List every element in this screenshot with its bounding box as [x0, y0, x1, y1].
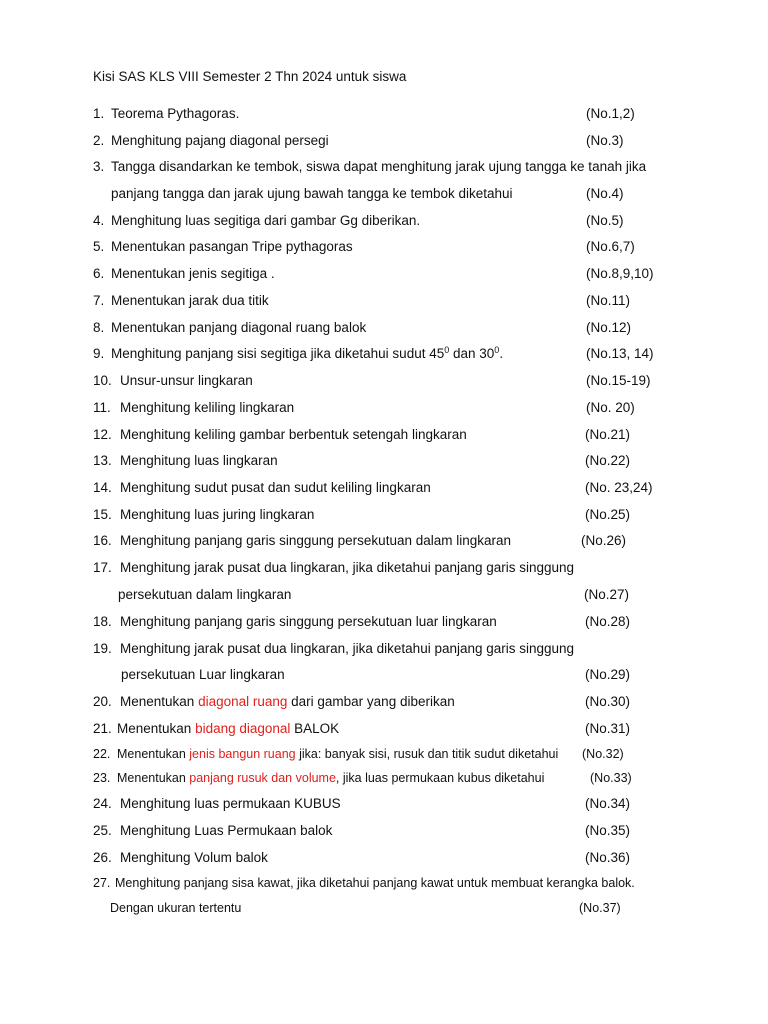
- item-text: Menghitung luas juring lingkaran: [120, 507, 315, 522]
- degree-superscript: 0: [444, 345, 450, 355]
- list-item-21: [93, 721, 339, 736]
- item-number: 17.: [93, 560, 112, 575]
- item-text: , jika luas permukaan kubus diketahui: [335, 771, 545, 785]
- item-number: 18.: [93, 614, 112, 629]
- item-ref-15: (No.25): [585, 507, 631, 522]
- highlighted-text: bidang diagonal: [195, 721, 291, 736]
- item-ref-12: (No.21): [585, 427, 631, 442]
- item-ref-19: (No.29): [585, 667, 631, 682]
- item-number: 13.: [93, 453, 112, 468]
- list-item-1: [93, 106, 239, 121]
- item-ref-17: (No.27): [584, 587, 630, 602]
- item-ref-21: (No.31): [585, 721, 631, 736]
- item-number: 5.: [93, 239, 105, 254]
- item-text: Menentukan: [117, 771, 190, 785]
- item-ref-25: (No.35): [585, 823, 631, 838]
- item-number: 3.: [93, 159, 105, 174]
- item-ref-6: (No.8,9,10): [586, 266, 654, 281]
- item-text: Menghitung luas lingkaran: [120, 453, 278, 468]
- item-ref-23: (No.33): [590, 771, 632, 785]
- item-ref-9: (No.13, 14): [586, 346, 654, 361]
- highlighted-text: jenis bangun ruang: [189, 747, 296, 761]
- document-title: Kisi SAS KLS VIII Semester 2 Thn 2024 untuk siswa: [93, 69, 407, 84]
- list-item-8: [93, 320, 366, 335]
- item-ref-1: (No.1,2): [586, 106, 635, 121]
- item-number: 25.: [93, 823, 112, 838]
- item-number: 23.: [93, 771, 111, 785]
- list-item-27-continued: Dengan ukuran tertentu: [110, 901, 242, 915]
- item-ref-13: (No.22): [585, 453, 631, 468]
- list-item-23: [93, 771, 544, 785]
- item-text: Menentukan panjang diagonal ruang balok: [111, 320, 367, 335]
- item-ref-14: (No. 23,24): [585, 480, 653, 495]
- item-text: Menghitung luas segitiga dari gambar Gg diberikan.: [111, 213, 421, 228]
- list-item-16: [93, 533, 511, 548]
- highlighted-text: panjang rusuk dan volume: [189, 771, 336, 785]
- list-item-18: [93, 614, 497, 629]
- item-text: Unsur-unsur lingkaran: [120, 373, 253, 388]
- item-number: 7.: [93, 293, 105, 308]
- item-text: Menghitung luas permukaan KUBUS: [120, 796, 341, 811]
- list-item-15: [93, 507, 314, 522]
- item-ref-18: (No.28): [585, 614, 631, 629]
- item-number: 19.: [93, 641, 112, 656]
- list-item-19-continued: persekutuan Luar lingkaran: [121, 667, 285, 682]
- list-item-11: [93, 400, 294, 415]
- item-text: Menentukan: [120, 694, 199, 709]
- list-item-10: [93, 373, 253, 388]
- item-text: .: [499, 346, 504, 361]
- list-item-25: [93, 823, 332, 838]
- list-item-22: [93, 747, 558, 761]
- item-ref-26: (No.36): [585, 850, 631, 865]
- item-ref-11: (No. 20): [586, 400, 635, 415]
- list-item-3: [93, 159, 646, 174]
- item-number: 26.: [93, 850, 112, 865]
- item-text: Menentukan jenis segitiga .: [111, 266, 275, 281]
- item-text: Menghitung panjang sisa kawat, jika diketahui panjang kawat untuk membuat kerangka balok.: [115, 876, 635, 890]
- list-item-20: [93, 694, 455, 709]
- item-number: 16.: [93, 533, 112, 548]
- list-item-7: [93, 293, 269, 308]
- item-number: 10.: [93, 373, 112, 388]
- item-ref-16: (No.26): [581, 533, 627, 548]
- list-item-14: [93, 480, 431, 495]
- item-text: Menentukan: [117, 747, 190, 761]
- list-item-26: [93, 850, 268, 865]
- list-item-2: [93, 133, 329, 148]
- item-number: 12.: [93, 427, 112, 442]
- item-ref-20: (No.30): [585, 694, 631, 709]
- item-ref-8: (No.12): [586, 320, 632, 335]
- item-text: Menghitung Volum balok: [120, 850, 268, 865]
- item-number: 8.: [93, 320, 105, 335]
- item-text: Menghitung panjang sisi segitiga jika diketahui sudut 45: [111, 346, 445, 361]
- highlighted-text: diagonal ruang: [198, 694, 288, 709]
- item-text: Menghitung sudut pusat dan sudut keliling lingkaran: [120, 480, 431, 495]
- list-item-27: [93, 876, 635, 890]
- item-number: 24.: [93, 796, 112, 811]
- item-text: dari gambar yang diberikan: [287, 694, 455, 709]
- item-number: 20.: [93, 694, 112, 709]
- item-text: Menghitung Luas Permukaan balok: [120, 823, 333, 838]
- item-text: Menghitung panjang garis singgung persekutuan luar lingkaran: [120, 614, 497, 629]
- item-text: jika: banyak sisi, rusuk dan titik sudut diketahui: [295, 747, 559, 761]
- item-ref-22: (No.32): [582, 747, 624, 761]
- item-number: 2.: [93, 133, 105, 148]
- item-ref-7: (No.11): [586, 293, 631, 308]
- item-ref-2: (No.3): [586, 133, 624, 148]
- item-number: 22.: [93, 747, 111, 761]
- item-number: 14.: [93, 480, 112, 495]
- list-item-9: [93, 346, 503, 361]
- list-item-6: [93, 266, 275, 281]
- item-text: dan 30: [449, 346, 495, 361]
- item-text: Menghitung jarak pusat dua lingkaran, jika diketahui panjang garis singgung: [120, 641, 575, 656]
- item-text: Menghitung keliling gambar berbentuk setengah lingkaran: [120, 427, 467, 442]
- item-number: 4.: [93, 213, 105, 228]
- item-text: Menentukan jarak dua titik: [111, 293, 269, 308]
- item-number: 21.: [93, 721, 112, 736]
- list-item-24: [93, 796, 341, 811]
- list-item-5: [93, 239, 353, 254]
- list-item-3-continued: panjang tangga dan jarak ujung bawah tangga ke tembok diketahui: [111, 186, 513, 201]
- item-ref-27: (No.37): [579, 901, 621, 915]
- item-number: 6.: [93, 266, 105, 281]
- item-text: BALOK: [290, 721, 340, 736]
- item-number: 9.: [93, 346, 105, 361]
- item-ref-5: (No.6,7): [586, 239, 635, 254]
- item-text: Tangga disandarkan ke tembok, siswa dapat menghitung jarak ujung tangga ke tanah jika: [111, 159, 647, 174]
- list-item-13: [93, 453, 278, 468]
- item-number: 27.: [93, 876, 111, 890]
- item-text: Teorema Pythagoras.: [111, 106, 240, 121]
- item-ref-24: (No.34): [585, 796, 631, 811]
- list-item-12: [93, 427, 467, 442]
- item-text: Menghitung panjang garis singgung persekutuan dalam lingkaran: [120, 533, 512, 548]
- item-text: Menghitung jarak pusat dua lingkaran, jika diketahui panjang garis singgung: [120, 560, 575, 575]
- list-item-17: [93, 560, 574, 575]
- item-ref-4: (No.5): [586, 213, 624, 228]
- item-ref-10: (No.15-19): [586, 373, 651, 388]
- item-ref-3: (No.4): [586, 186, 624, 201]
- item-number: 11.: [93, 400, 111, 415]
- item-text: Menghitung pajang diagonal persegi: [111, 133, 329, 148]
- item-text: Menghitung keliling lingkaran: [120, 400, 295, 415]
- list-item-17-continued: persekutuan dalam lingkaran: [118, 587, 292, 602]
- list-item-4: [93, 213, 420, 228]
- item-number: 15.: [93, 507, 112, 522]
- degree-superscript: 0: [494, 345, 500, 355]
- item-text: Menentukan: [117, 721, 196, 736]
- item-text: Menentukan pasangan Tripe pythagoras: [111, 239, 353, 254]
- list-item-19: [93, 641, 574, 656]
- item-number: 1.: [93, 106, 105, 121]
